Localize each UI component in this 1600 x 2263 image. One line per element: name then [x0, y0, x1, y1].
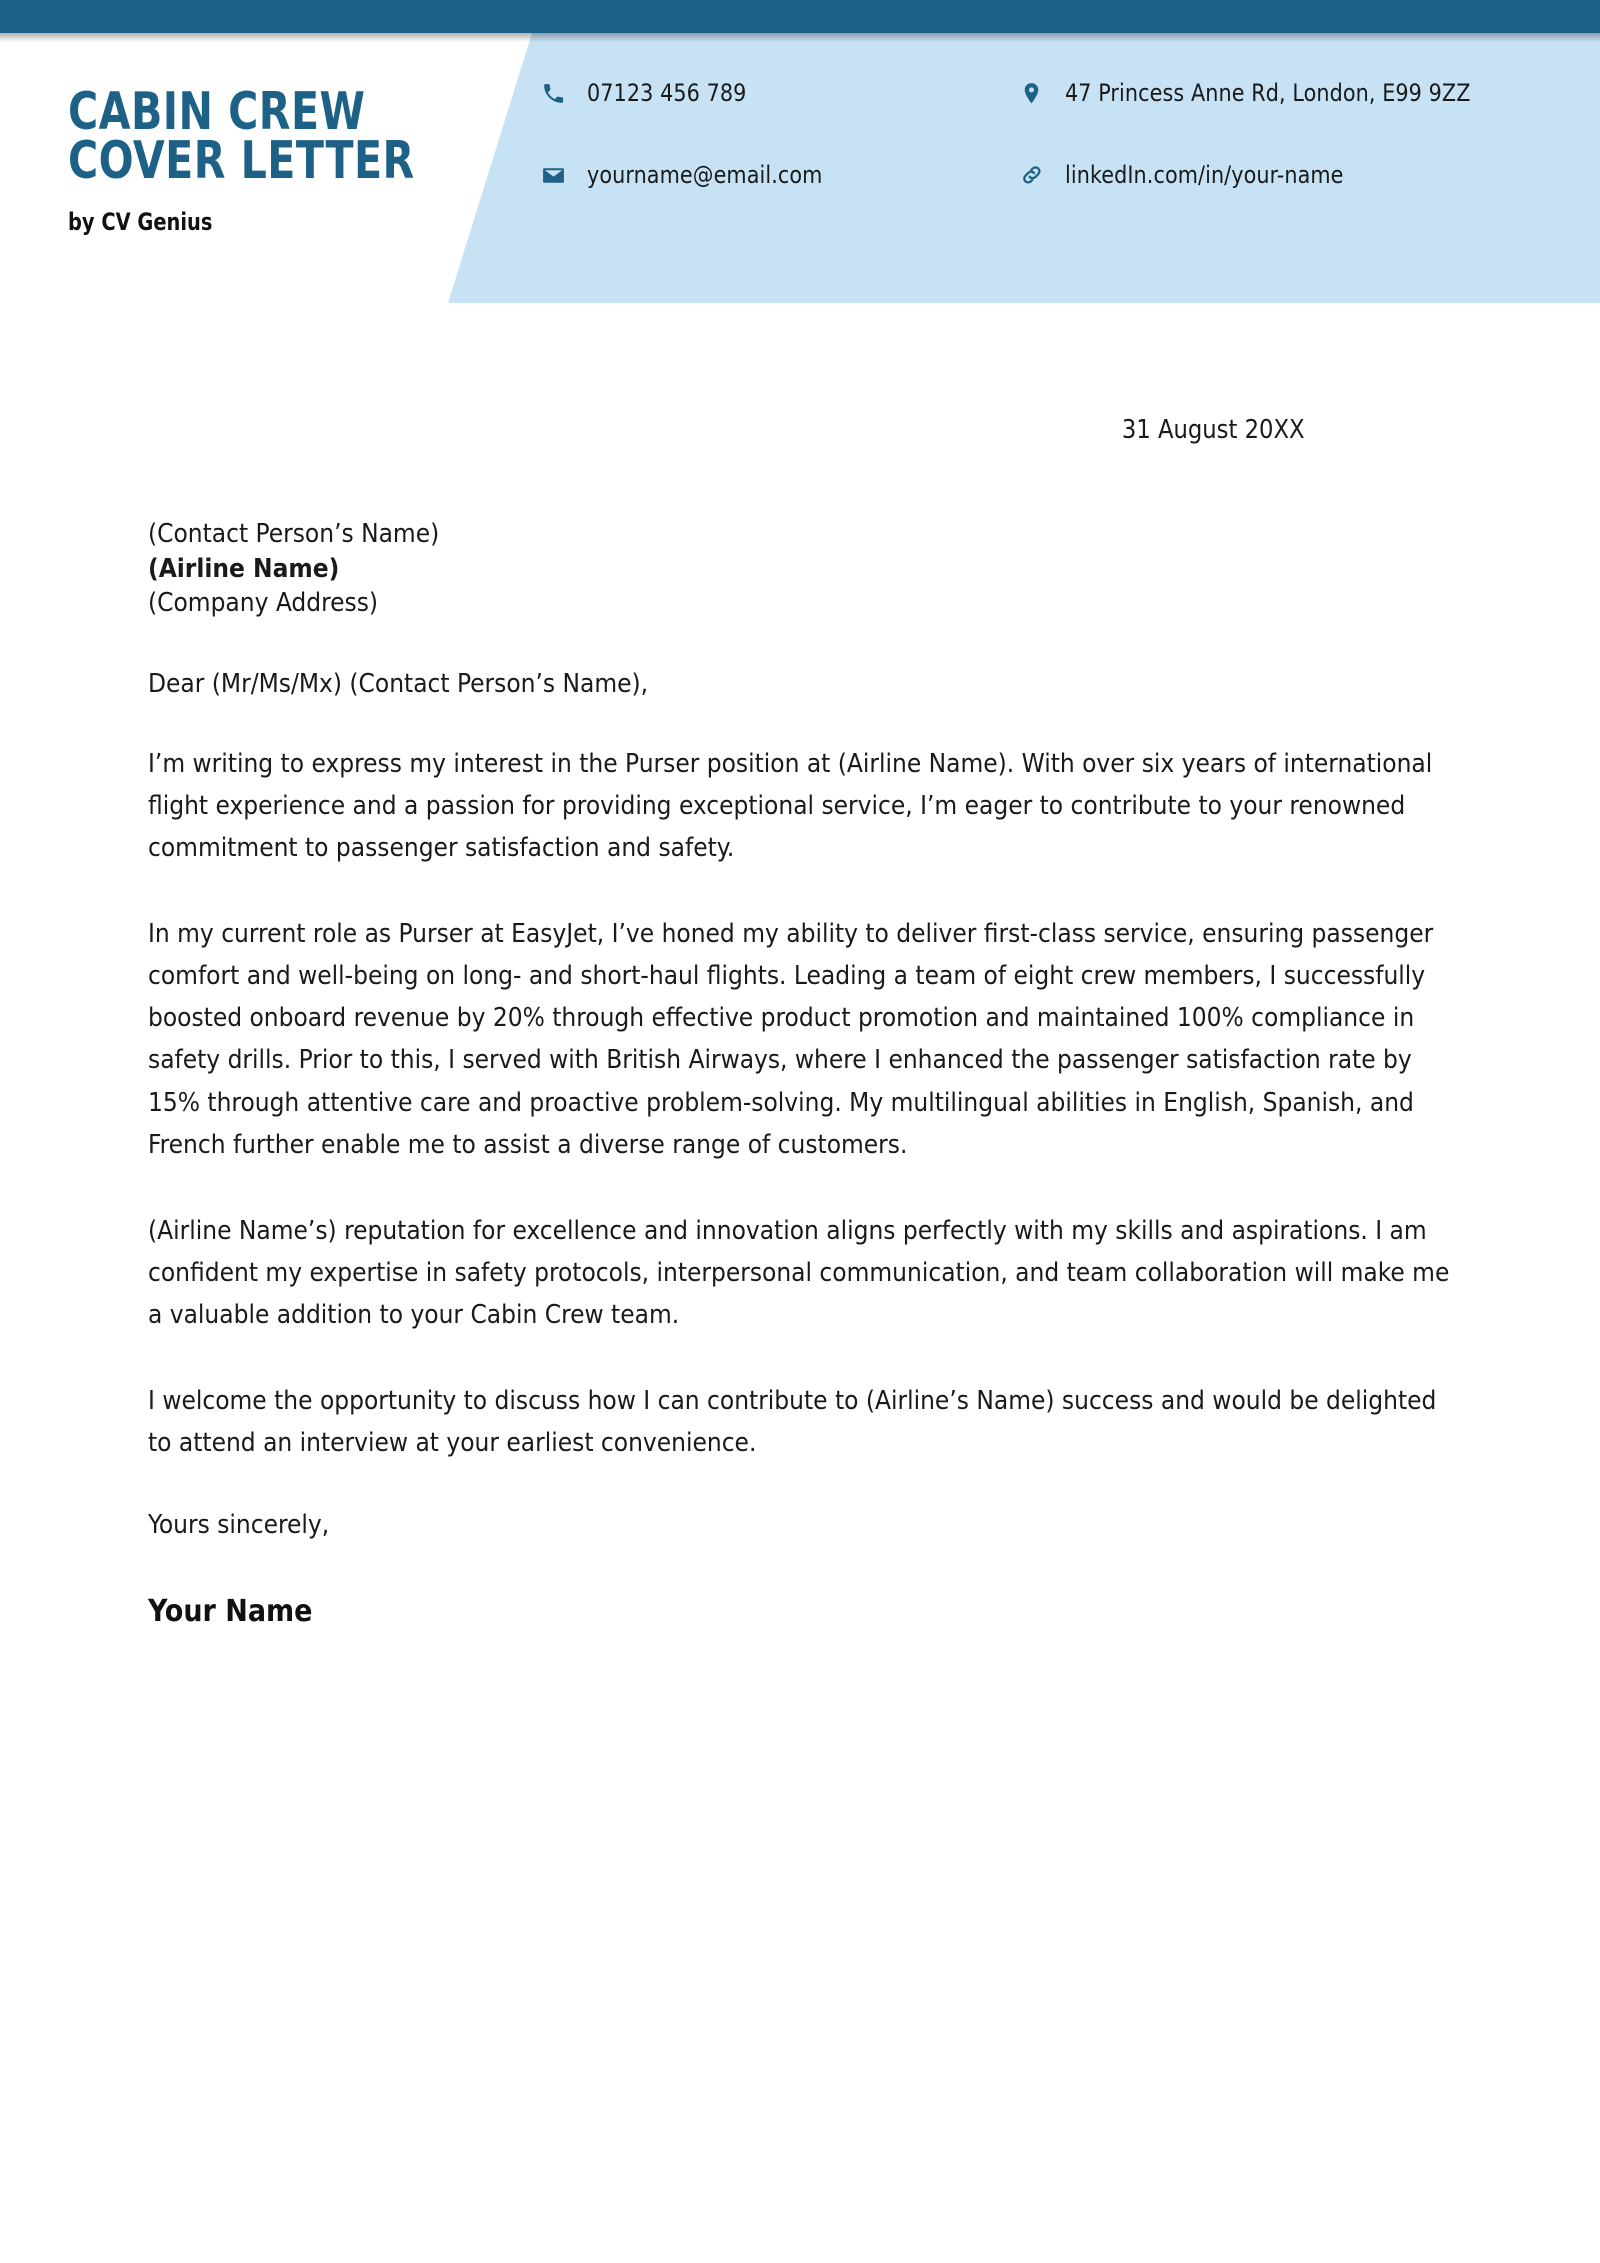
recipient-company-name: (Airline Name)	[148, 553, 340, 584]
phone-number: 07123 456 789	[587, 79, 747, 107]
title-line-2: COVER LETTER	[68, 130, 415, 191]
recipient-company-address: (Company Address)	[148, 588, 379, 619]
street-address: 47 Princess Anne Rd, London, E99 9ZZ	[1065, 79, 1471, 107]
recipient-contact-name: (Contact Person’s Name)	[148, 519, 440, 549]
contact-email[interactable]	[540, 161, 1018, 189]
contact-details	[540, 79, 1560, 189]
top-accent-bar	[0, 0, 1600, 33]
letter-date: 31 August 20XX	[1121, 415, 1305, 445]
letter-body	[0, 303, 1600, 1629]
title-block	[68, 82, 538, 236]
body-paragraph-4: I welcome the opportunity to discuss how I can contribute to (Airline’s Name) success and would be delighted to attend an interview at your earliest convenience.	[148, 1386, 1437, 1459]
letter-header	[0, 33, 1600, 303]
link-icon	[1018, 162, 1045, 189]
linkedin-url: linkedIn.com/in/your-name	[1065, 161, 1344, 189]
salutation: Dear (Mr/Ms/Mx) (Contact Person’s Name),	[148, 668, 649, 699]
closing-salutation: Yours sincerely,	[148, 1510, 330, 1541]
contact-phone[interactable]	[540, 79, 1018, 107]
body-paragraph-3: (Airline Name’s) reputation for excellence and innovation aligns perfectly with my skills and aspirations. I am confident my expertise in safety protocols, interpersonal communication, and team collaboration will make me a valuable addition to your Cabin Crew team.	[148, 1215, 1450, 1330]
location-pin-icon	[1018, 80, 1045, 107]
contact-address[interactable]	[1018, 79, 1558, 107]
contact-linkedin[interactable]	[1018, 161, 1558, 189]
recipient-block	[148, 517, 1452, 621]
envelope-icon	[540, 162, 567, 189]
body-paragraph-2: In my current role as Purser at EasyJet, I’ve honed my ability to deliver first-class service, ensuring passenger comfort and well-being on long- and short-haul flights. Leading a team of eight crew members, I successfully boosted onboard revenue by 20% through effective product promotion and maintained 100% compliance in safety drills. Prior to this, I served with British Airways, where I enhanced the passenger satisfaction rate by 15% through attentive care and proactive problem-solving. My multilingual abilities in English, Spanish, and French further enable me to assist a diverse range of customers.	[148, 919, 1434, 1160]
email-address: yourname@email.com	[587, 161, 823, 189]
body-paragraph-1: I’m writing to express my interest in the Purser position at (Airline Name). With over six years of international flight experience and a passion for providing exceptional service, I’m eager to contribute to your renowned commitment to passenger satisfaction and safety.	[148, 748, 1433, 863]
byline: by CV Genius	[68, 207, 213, 236]
title-line-1: CABIN CREW	[68, 82, 366, 142]
signature-name: Your Name	[148, 1594, 313, 1630]
phone-icon	[540, 80, 567, 107]
page-title	[68, 82, 482, 191]
